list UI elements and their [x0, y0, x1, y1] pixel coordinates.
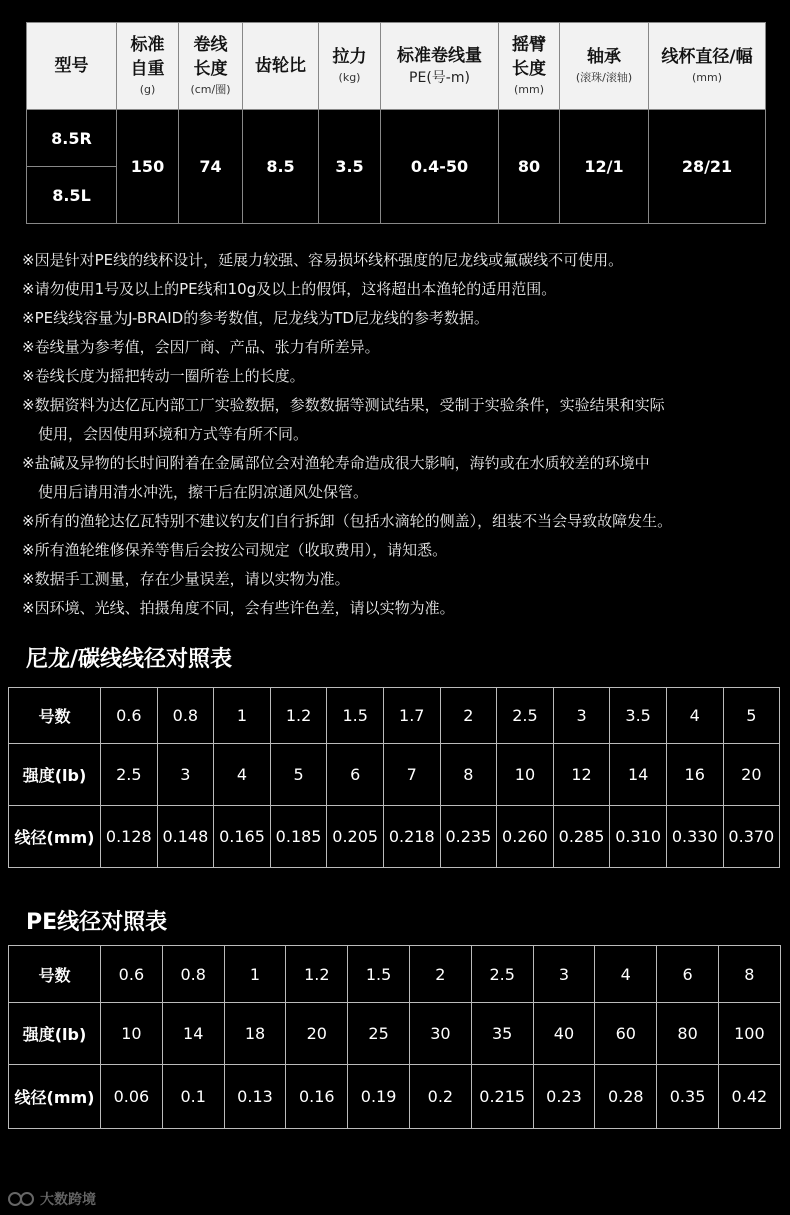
watermark-text: 大数跨境 — [40, 1192, 96, 1208]
table-cell: 0.148 — [157, 806, 214, 868]
header-spool: 线杯直径/幅 (mm) — [649, 23, 766, 110]
table-cell: 10 — [497, 744, 554, 806]
note-item: ※所有的渔轮达亿瓦特别不建议钓友们自行拆卸（包括水滴轮的侧盖），组装不当会导致故障发生。 — [22, 512, 673, 530]
table-cell: 16 — [666, 744, 723, 806]
header-retrieve: 卷线 长度 (cm/圈) — [179, 23, 243, 110]
table-cell: 0.35 — [657, 1065, 719, 1129]
table-cell: 0.128 — [101, 806, 158, 868]
table-cell: 30 — [409, 1003, 471, 1065]
header-weight: 标准 自重 (g) — [117, 23, 179, 110]
note-item-continued: 使用，会因使用环境和方式等有所不同。 — [38, 425, 309, 443]
spec-table — [26, 22, 766, 224]
header-drag: 拉力 (kg) — [319, 23, 381, 110]
note-item: ※所有渔轮维修保养等售后会按公司规定（收取费用），请知悉。 — [22, 541, 448, 559]
watermark-logo-icon — [8, 1190, 34, 1208]
table-cell: 2.5 — [497, 688, 554, 744]
value-bearing: 12/1 — [560, 110, 649, 224]
value-retrieve: 74 — [179, 110, 243, 224]
table-cell: 12 — [553, 744, 610, 806]
table-cell: 14 — [610, 744, 667, 806]
table-cell: 0.310 — [610, 806, 667, 868]
table-cell: 0.215 — [471, 1065, 533, 1129]
table-cell: 0.6 — [101, 946, 163, 1003]
table-cell: 1.2 — [270, 688, 327, 744]
spec-row-r — [27, 110, 766, 167]
table-cell: 2.5 — [101, 744, 158, 806]
table-cell: 0.218 — [383, 806, 440, 868]
table-cell: 0.2 — [409, 1065, 471, 1129]
table-cell: 25 — [348, 1003, 410, 1065]
row-label: 强度(lb) — [9, 1003, 101, 1065]
table-cell: 3 — [157, 744, 214, 806]
table-cell: 1.7 — [383, 688, 440, 744]
row-label: 线径(mm) — [9, 1065, 101, 1129]
header-capacity: 标准卷线量 PE(号-m) — [381, 23, 499, 110]
table-cell: 80 — [657, 1003, 719, 1065]
note-item: ※卷线量为参考值，会因厂商、产品、张力有所差异。 — [22, 338, 380, 356]
table-cell: 3.5 — [610, 688, 667, 744]
table-cell: 0.6 — [101, 688, 158, 744]
model-cell-r: 8.5R — [27, 110, 117, 167]
table-cell: 100 — [718, 1003, 780, 1065]
table-cell: 0.330 — [666, 806, 723, 868]
table-cell: 10 — [101, 1003, 163, 1065]
table-cell: 18 — [224, 1003, 286, 1065]
table-cell: 2 — [409, 946, 471, 1003]
pe-row — [9, 1065, 781, 1129]
table-cell: 8 — [440, 744, 497, 806]
table-cell: 14 — [162, 1003, 224, 1065]
table-cell: 0.370 — [723, 806, 780, 868]
table-cell: 1.5 — [348, 946, 410, 1003]
table-cell: 4 — [666, 688, 723, 744]
note-item: ※数据资料为达亿瓦内部工厂实验数据，参数数据等测试结果，受制于实验条件，实验结果和实际 — [22, 396, 665, 414]
note-item: ※PE线线容量为J-BRAID的参考数值，尼龙线为TD尼龙线的参考数据。 — [22, 309, 489, 327]
table-cell: 0.205 — [327, 806, 384, 868]
row-label: 线径(mm) — [9, 806, 101, 868]
note-item-continued: 使用后请用清水冲洗，擦干后在阴凉通风处保管。 — [38, 483, 369, 501]
table-cell: 20 — [286, 1003, 348, 1065]
table-cell: 0.285 — [553, 806, 610, 868]
table-cell: 8 — [718, 946, 780, 1003]
nylon-table-title: 尼龙/碳线线径对照表 — [26, 647, 233, 672]
table-cell: 20 — [723, 744, 780, 806]
table-cell: 4 — [214, 744, 271, 806]
row-label: 强度(lb) — [9, 744, 101, 806]
header-bearing: 轴承 (滚珠/滚轴) — [560, 23, 649, 110]
header-model: 型号 — [27, 23, 117, 110]
table-cell: 40 — [533, 1003, 595, 1065]
table-cell: 0.8 — [157, 688, 214, 744]
table-cell: 6 — [657, 946, 719, 1003]
table-cell: 1 — [224, 946, 286, 1003]
table-cell: 5 — [723, 688, 780, 744]
table-cell: 0.19 — [348, 1065, 410, 1129]
row-label: 号数 — [9, 688, 101, 744]
note-item: ※因环境、光线、拍摄角度不同，会有些许色差，请以实物为准。 — [22, 599, 455, 617]
model-cell-l: 8.5L — [27, 167, 117, 224]
value-gear-ratio: 8.5 — [243, 110, 319, 224]
pe-row — [9, 946, 781, 1003]
pe-table-title: PE线径对照表 — [26, 910, 168, 935]
table-cell: 0.1 — [162, 1065, 224, 1129]
header-gear-ratio: 齿轮比 — [243, 23, 319, 110]
table-cell: 1.2 — [286, 946, 348, 1003]
table-cell: 0.28 — [595, 1065, 657, 1129]
table-cell: 0.185 — [270, 806, 327, 868]
table-cell: 60 — [595, 1003, 657, 1065]
row-label: 号数 — [9, 946, 101, 1003]
table-cell: 0.42 — [718, 1065, 780, 1129]
table-cell: 6 — [327, 744, 384, 806]
table-cell: 3 — [553, 688, 610, 744]
spec-header-row — [27, 23, 766, 110]
notes-list — [22, 246, 782, 623]
note-item: ※因是针对PE线的线杯设计，延展力较强、容易损坏线杯强度的尼龙线或氟碳线不可使用。 — [22, 251, 624, 269]
note-item: ※盐碱及异物的长时间附着在金属部位会对渔轮寿命造成很大影响，海钓或在水质较差的环境中 — [22, 454, 650, 472]
watermark — [8, 1189, 96, 1209]
value-weight: 150 — [117, 110, 179, 224]
table-cell: 0.165 — [214, 806, 271, 868]
header-handle: 摇臂 长度 (mm) — [499, 23, 560, 110]
value-spool: 28/21 — [649, 110, 766, 224]
table-cell: 0.23 — [533, 1065, 595, 1129]
nylon-row — [9, 744, 780, 806]
note-item: ※卷线长度为摇把转动一圈所卷上的长度。 — [22, 367, 305, 385]
pe-row — [9, 1003, 781, 1065]
nylon-row — [9, 688, 780, 744]
pe-table — [8, 945, 781, 1129]
table-cell: 0.260 — [497, 806, 554, 868]
table-cell: 3 — [533, 946, 595, 1003]
table-cell: 4 — [595, 946, 657, 1003]
value-drag: 3.5 — [319, 110, 381, 224]
table-cell: 0.235 — [440, 806, 497, 868]
table-cell: 0.13 — [224, 1065, 286, 1129]
value-handle: 80 — [499, 110, 560, 224]
table-cell: 1 — [214, 688, 271, 744]
table-cell: 35 — [471, 1003, 533, 1065]
table-cell: 2 — [440, 688, 497, 744]
nylon-row — [9, 806, 780, 868]
value-capacity: 0.4-50 — [381, 110, 499, 224]
table-cell: 7 — [383, 744, 440, 806]
table-cell: 1.5 — [327, 688, 384, 744]
table-cell: 0.06 — [101, 1065, 163, 1129]
nylon-table — [8, 687, 780, 868]
table-cell: 5 — [270, 744, 327, 806]
table-cell: 0.16 — [286, 1065, 348, 1129]
note-item: ※请勿使用1号及以上的PE线和10g及以上的假饵，这将超出本渔轮的适用范围。 — [22, 280, 557, 298]
table-cell: 0.8 — [162, 946, 224, 1003]
note-item: ※数据手工测量，存在少量误差，请以实物为准。 — [22, 570, 350, 588]
table-cell: 2.5 — [471, 946, 533, 1003]
